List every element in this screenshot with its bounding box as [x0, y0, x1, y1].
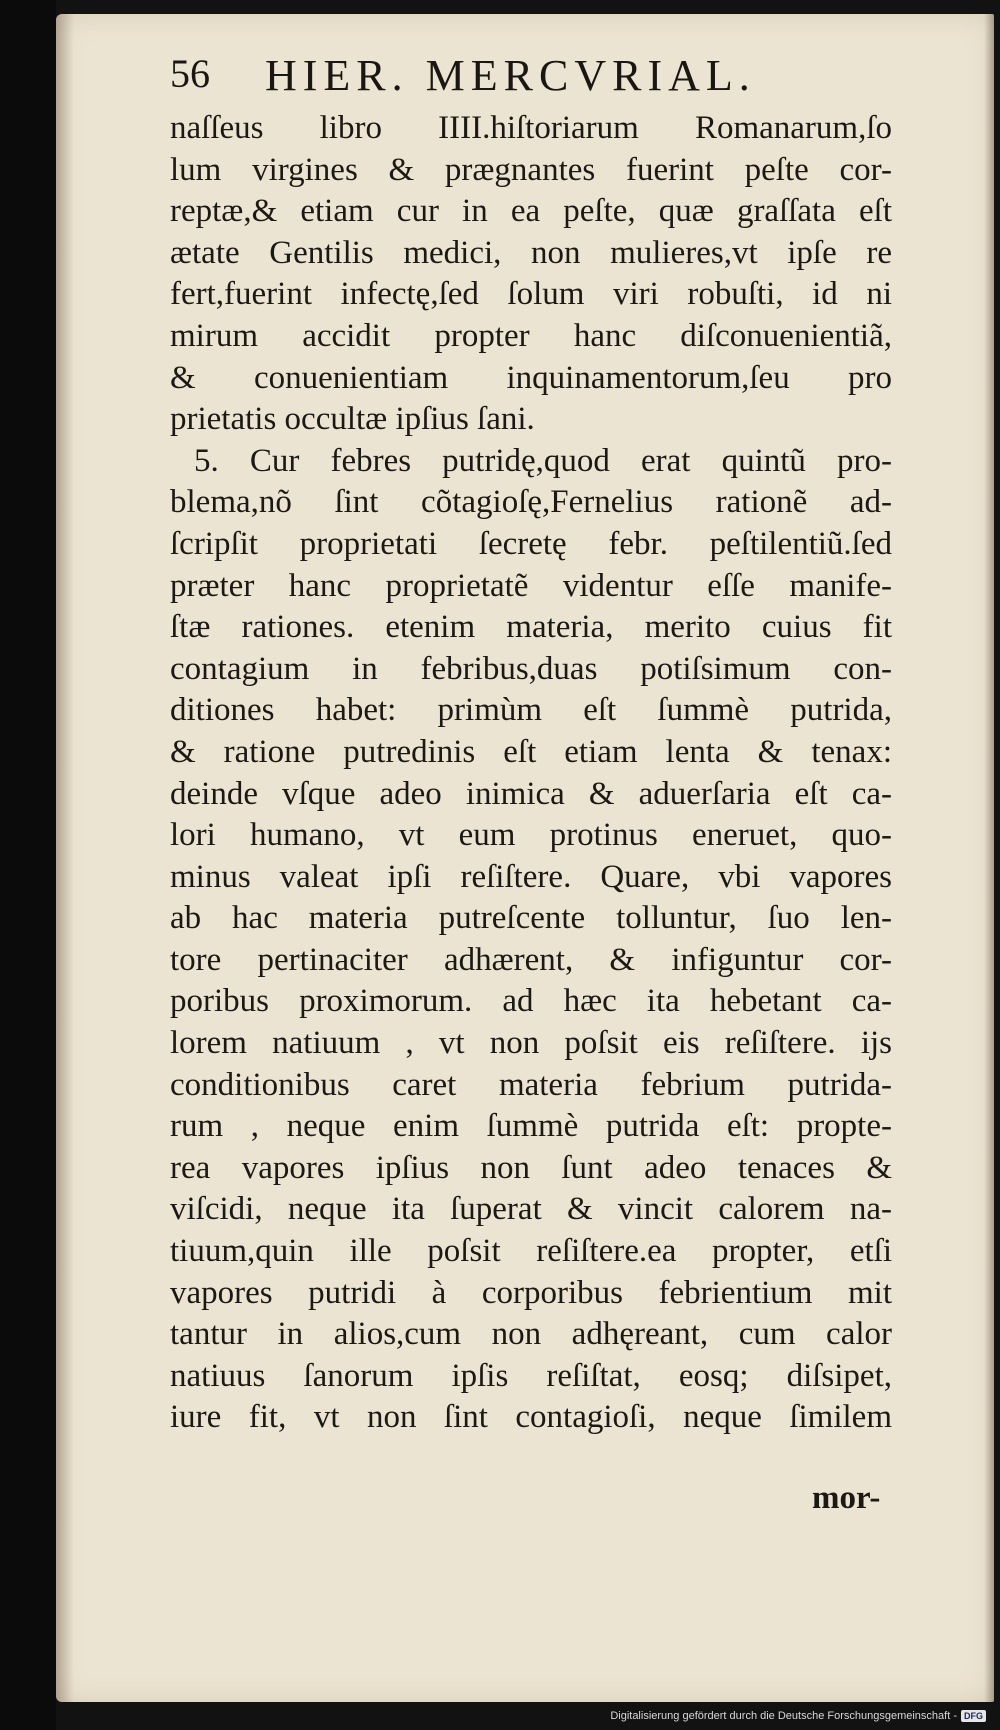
body-text [170, 108, 892, 1439]
text-line: 5. Cur febres putridę,quod erat quintũ pro- [194, 442, 892, 479]
running-title: HIER. MERCVRIAL. [265, 51, 756, 100]
text-line: conditionibus caret materia febrium putrida- [170, 1066, 892, 1103]
text-line: naſſeus libro IIII.hiſtoriarum Romanarum,ſo [170, 110, 892, 146]
text-line: tiuum,quin ille poſsit reſiſtere.ea propter, etſi [170, 1233, 892, 1270]
text-line: lori humano, vt eum protinus eneruet, quo- [170, 817, 892, 854]
scan-background [0, 0, 56, 1730]
text-line: ſtæ rationes. etenim materia, merito cuius fit [170, 609, 892, 646]
text-line: deinde vſque adeo inimica & aduerſaria eſt ca- [170, 775, 892, 812]
text-line: ſcripſit proprietati ſecretę febr. peſtilentiũ.ſed [170, 525, 892, 562]
text-line: fert,fuerint infectę,ſed ſolum viri robuſti, id ni [170, 276, 892, 313]
running-head [170, 50, 890, 110]
text-line: & ratione putredinis eſt etiam lenta & tenax: [170, 733, 892, 770]
text-line: minus valeat ipſi reſiſtere. Quare, vbi vapores [170, 858, 892, 895]
text-line: poribus proximorum. ad hæc ita hebetant ca- [170, 983, 892, 1020]
text-line: lorem natiuum , vt non poſsit eis reſiſtere. ijs [170, 1025, 892, 1062]
text-line: blema,nõ ſint cõtagioſę,Fernelius rationẽ ad- [170, 484, 892, 521]
text-line: mirum accidit propter hanc diſconuenientiã, [170, 317, 892, 354]
text-line: viſcidi, neque ita ſuperat & vincit calorem na- [170, 1191, 892, 1228]
text-line: contagium in febribus,duas potiſsimum con- [170, 650, 892, 687]
text-line: rum , neque enim ſummè putrida eſt: propte- [170, 1108, 892, 1145]
gutter-shadow [56, 14, 74, 1702]
text-line: rea vapores ipſius non ſunt adeo tenaces & [170, 1149, 892, 1186]
text-line: ab hac materia putreſcente tolluntur, ſuo len- [170, 900, 892, 937]
credit-text: Digitalisierung gefördert durch die Deutsche Forschungsgemeinschaft - [610, 1710, 957, 1722]
text-line: reptæ,& etiam cur in ea peſte, quæ graſſata eſt [170, 193, 892, 230]
text-line: & conuenientiam inquinamentorum,ſeu pro [170, 359, 892, 396]
text-line: prietatis occultæ ipſius ſani. [170, 401, 535, 438]
text-line: prӕter hanc proprietatẽ videntur eſſe manife- [170, 567, 892, 604]
text-line: iure fit, vt non ſint contagioſi, neque ſimilem [170, 1399, 892, 1436]
text-line: tantur in alios,cum non adhęreant, cum calor [170, 1316, 892, 1353]
text-line: vapores putridi à corporibus febrientium mit [170, 1274, 892, 1311]
page-number: 56 [170, 51, 210, 96]
text-line: natiuus ſanorum ipſis reſiſtat, eosq; diſsipet, [170, 1357, 892, 1394]
text-line: lum virgines & prægnantes fuerint peſte cor- [170, 151, 892, 188]
page-edge [984, 14, 994, 1702]
digitization-credit [610, 1710, 986, 1722]
dfg-logo: DFG [961, 1710, 986, 1722]
text-line: tore pertinaciter adhærent, & infiguntur cor- [170, 941, 892, 978]
text-line: ætate Gentilis medici, non mulieres,vt ipſe re [170, 234, 892, 271]
catchword: mor- [812, 1480, 881, 1516]
text-line: ditiones habet: primùm eſt ſummè putrida, [170, 692, 892, 729]
